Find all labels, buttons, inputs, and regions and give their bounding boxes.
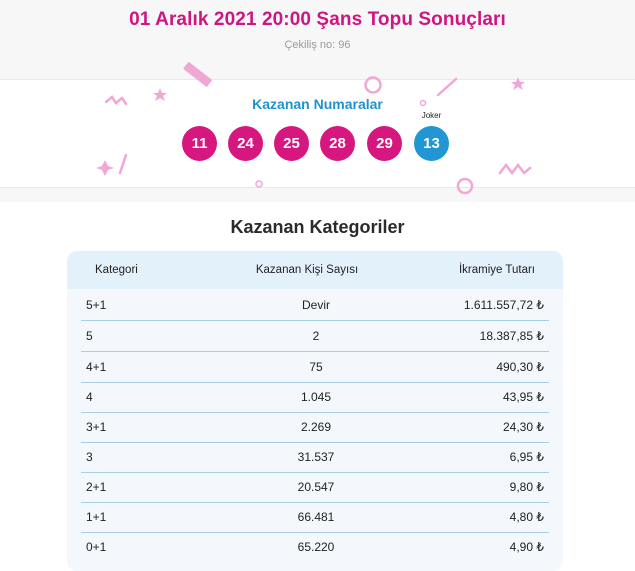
table-row: [81, 412, 549, 443]
number-ball: 24: [228, 126, 263, 161]
prize-cell: 6,95 ₺: [509, 450, 544, 464]
winners-cell: 20.547: [297, 480, 335, 494]
category-cell: 4: [86, 390, 93, 404]
winners-cell: 2: [312, 329, 320, 343]
categories-table: [67, 251, 563, 571]
table-header: [67, 251, 563, 289]
prize-cell: 24,30 ₺: [503, 420, 544, 434]
number-ball: 28: [320, 126, 355, 161]
winners-cell: 75: [309, 360, 323, 374]
joker-label: Joker: [421, 111, 442, 120]
number-ball: 29: [367, 126, 402, 161]
prize-cell: 1.611.557,72 ₺: [463, 298, 544, 312]
winning-number-balls: [0, 0, 635, 200]
table-row: [81, 472, 549, 503]
number-ball: 11: [182, 126, 217, 161]
category-cell: 3+1: [86, 420, 107, 434]
table-row: [81, 352, 549, 383]
category-cell: 5+1: [86, 298, 107, 312]
winners-cell: 2.269: [300, 420, 332, 434]
column-header-category: Kategori: [95, 264, 138, 276]
category-cell: 4+1: [86, 360, 107, 374]
page-title: 01 Aralık 2021 20:00 Şans Topu Sonuçları: [129, 9, 506, 30]
category-cell: 1+1: [86, 510, 107, 524]
draw-number: Çekiliş no: 96: [284, 39, 351, 51]
category-cell: 3: [86, 450, 93, 464]
winners-cell: 65.220: [297, 540, 335, 554]
winners-cell: 31.537: [297, 450, 335, 464]
winning-numbers-title: Kazanan Numaralar: [252, 96, 383, 112]
table-row: [81, 321, 549, 352]
table-row: [81, 382, 549, 413]
category-cell: 0+1: [86, 540, 107, 554]
joker-ball: 13: [414, 126, 449, 161]
column-header-prize: İkramiye Tutarı: [458, 264, 535, 276]
category-cell: 5: [86, 329, 93, 343]
prize-cell: 9,80 ₺: [509, 480, 544, 494]
winners-cell: Devir: [301, 298, 330, 312]
table-row: [81, 442, 549, 473]
number-ball: 25: [274, 126, 309, 161]
categories-title: Kazanan Kategoriler: [230, 217, 405, 237]
table-row: [81, 532, 549, 562]
category-cell: 2+1: [86, 480, 107, 494]
prize-cell: 4,90 ₺: [509, 540, 544, 554]
table-row: [81, 290, 549, 321]
prize-cell: 4,80 ₺: [509, 510, 544, 524]
prize-cell: 18.387,85 ₺: [479, 329, 544, 343]
prize-cell: 43,95 ₺: [503, 390, 544, 404]
winners-cell: 66.481: [297, 510, 335, 524]
table-row: [81, 502, 549, 533]
column-header-winners: Kazanan Kişi Sayısı: [255, 264, 359, 276]
winners-cell: 1.045: [300, 390, 332, 404]
prize-cell: 490,30 ₺: [496, 360, 544, 374]
